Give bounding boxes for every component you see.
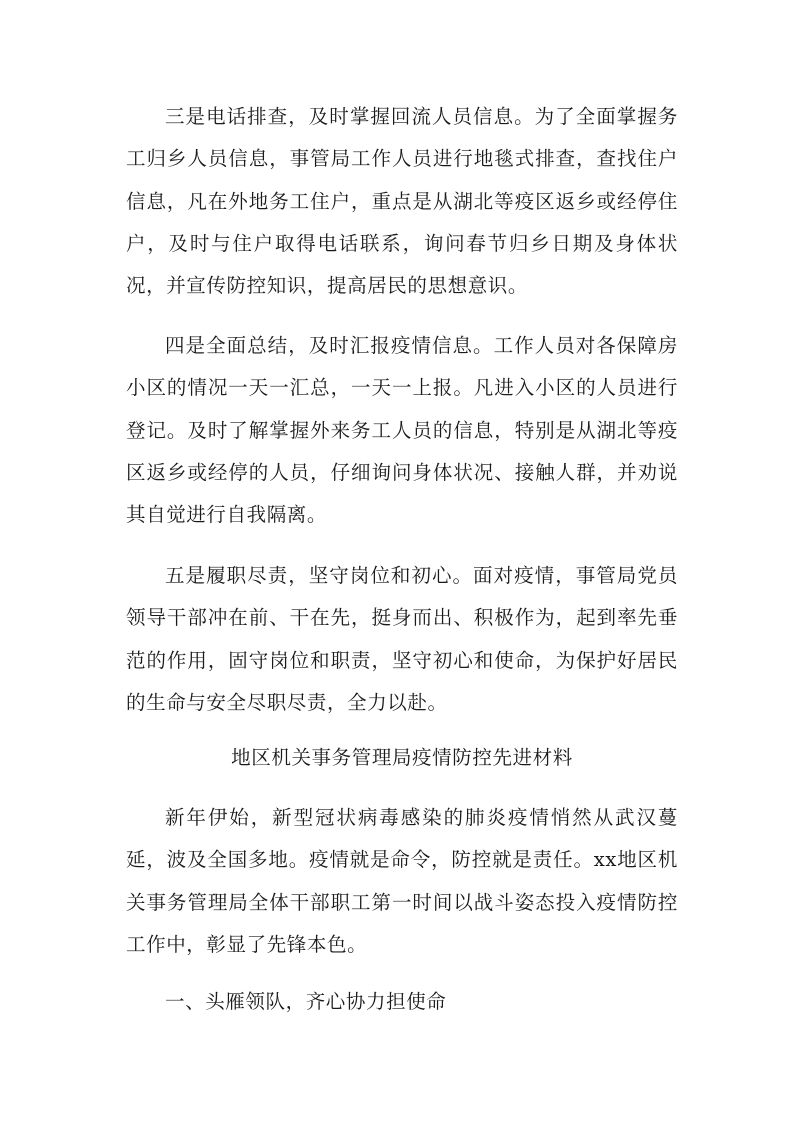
paragraph-summary-reporting: 四是全面总结，及时汇报疫情信息。工作人员对各保障房小区的情况一天一汇总，一天一上报。凡进入小区的人员进行登记。及时了解掌握外来务工人员的信息，特别是从湖北等疫区返乡或经停的人员，仔细询问身体状况、接触人群，并劝说其自觉进行自我隔离。 <box>126 334 678 527</box>
article-title: 地区机关事务管理局疫情防控先进材料 <box>231 746 573 769</box>
section-heading: 一、头雁领队，齐心协力担使命 <box>165 990 447 1013</box>
paragraph-duty-commitment: 五是履职尽责，坚守岗位和初心。面对疫情，事管局党员领导干部冲在前、干在先，挺身而出、积极作为，起到率先垂范的作用，固守岗位和职责，坚守初心和使命，为保护好居民的生命与安全尽职尽责，全力以赴。 <box>126 564 678 714</box>
paragraph-intro: 新年伊始，新型冠状病毒感染的肺炎疫情悄然从武汉蔓延，波及全国多地。疫情就是命令，防控就是责任。xx地区机关事务管理局全体干部职工第一时间以战斗姿态投入疫情防控工作中，彰显了先锋本色。 <box>126 806 678 956</box>
paragraph-phone-screening: 三是电话排查，及时掌握回流人员信息。为了全面掌握务工归乡人员信息，事管局工作人员进行地毯式排查，查找住户信息，凡在外地务工住户，重点是从湖北等疫区返乡或经停住户，及时与住户取得电话联系，询问春节归乡日期及身体状况，并宣传防控知识，提高居民的思想意识。 <box>126 105 678 298</box>
